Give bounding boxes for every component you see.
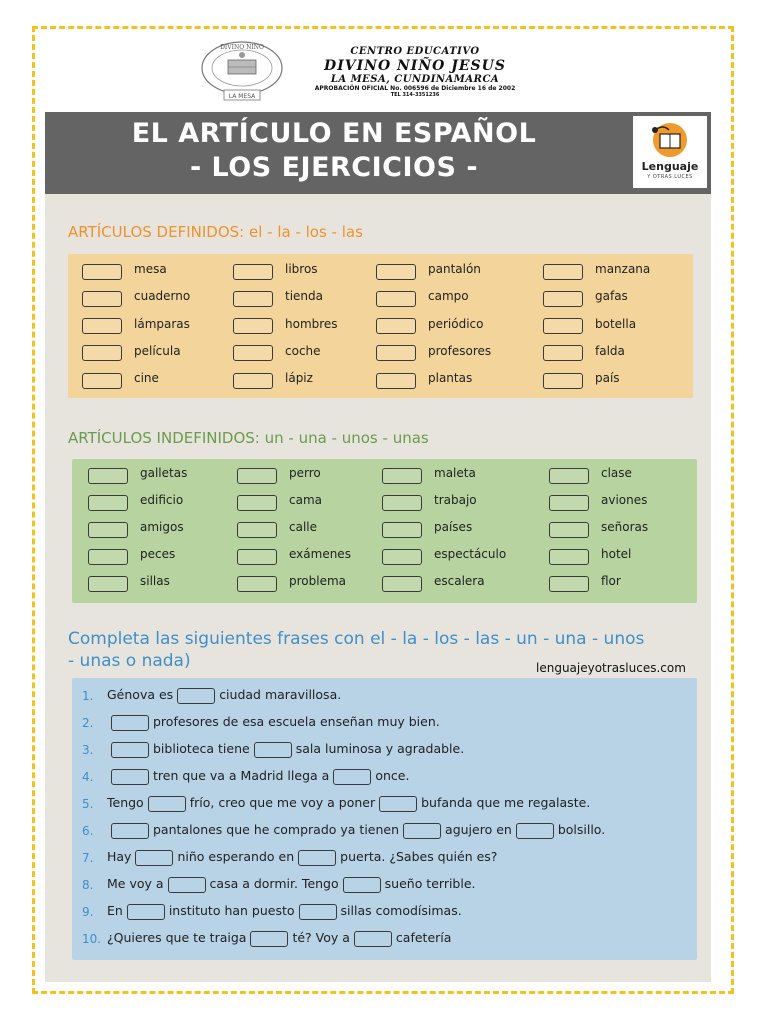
word-label: mesa [134,262,167,276]
word-item [549,546,632,566]
word-label: libros [285,262,318,276]
word-item [549,492,648,512]
word-item [382,492,477,512]
sentence-text: ciudad maravillosa. [219,687,342,702]
answer-blank[interactable] [237,576,277,592]
answer-blank[interactable] [382,468,422,484]
word-label: amigos [140,520,184,534]
word-label: calle [289,520,318,534]
word-label: manzana [595,262,651,276]
word-label: clase [601,466,632,480]
sentence-text: cafetería [395,930,452,945]
answer-blank[interactable] [543,264,583,280]
word-label: aviones [601,493,648,507]
word-item [376,316,484,336]
sentence-text: biblioteca tiene [153,741,250,756]
word-item [233,288,323,308]
word-item [376,261,481,281]
word-label: hombres [285,316,338,331]
sentence-body [107,768,409,785]
word-label: sillas [140,574,170,588]
sentence-text: ¿Quieres que te traiga [107,930,247,945]
word-item [549,573,621,593]
sentence-text: once. [375,768,410,783]
title-line-2: - LOS EJERCICIOS - [189,152,479,183]
sentence-body [107,930,451,947]
answer-blank[interactable] [135,850,173,866]
word-item [543,288,628,308]
sentence-body [107,687,341,704]
answer-blank[interactable] [549,495,589,511]
word-item [233,343,321,363]
word-item [237,492,322,512]
sentence-number: 5. [82,797,94,811]
answer-blank[interactable] [403,823,441,839]
sentence-text: instituto han puesto [168,903,295,918]
sentence-body [107,741,464,758]
brand-name: Lenguaje [641,160,699,173]
word-item [543,261,651,281]
answer-blank[interactable] [250,931,288,947]
word-label: plantas [428,371,473,386]
word-item [82,343,181,363]
answer-blank[interactable] [254,742,292,758]
title-banner [45,112,711,194]
sentence-text: sueño terrible. [384,876,476,891]
word-item [543,370,620,390]
sentence-body [107,903,462,920]
answer-blank[interactable] [82,318,122,334]
answer-blank[interactable] [237,522,277,538]
word-label: edificio [140,493,184,507]
answer-blank[interactable] [382,522,422,538]
word-item [237,546,351,566]
completa-heading: Completa las siguientes frases con el - la - los - las - un - una - unos - unas o nada) [68,629,645,671]
answer-blank[interactable] [298,850,336,866]
answer-blank[interactable] [376,318,416,334]
school-header [290,46,540,98]
answer-blank[interactable] [233,291,273,307]
answer-blank[interactable] [516,823,554,839]
word-item [88,492,184,512]
sentence-text: bolsillo. [557,822,606,837]
answer-blank[interactable] [237,495,277,511]
word-item [233,261,318,281]
sentence-text: Me voy a [107,876,164,891]
word-item [549,519,649,539]
brand-logo [633,116,707,188]
word-label: señoras [601,520,649,534]
word-item [382,519,473,539]
word-item [376,370,473,390]
word-label: perro [289,466,321,480]
word-label: trabajo [434,493,477,507]
answer-blank[interactable] [354,931,392,947]
answer-blank[interactable] [233,373,273,389]
answer-blank[interactable] [111,823,149,839]
answer-blank[interactable] [111,742,149,758]
school-type: CENTRO EDUCATIVO [350,46,480,57]
sentence-body [107,714,440,731]
answer-blank[interactable] [177,688,215,704]
answer-blank[interactable] [376,264,416,280]
word-label: coche [285,343,321,358]
word-label: país [595,371,620,386]
word-item [233,316,338,336]
sentence-body [107,795,590,812]
word-label: flor [601,574,621,588]
answer-blank[interactable] [111,715,149,731]
word-label: gafas [595,289,628,304]
sentence-text: frío, creo que me voy a poner [189,795,376,810]
sentence-number: 10. [82,932,102,946]
sentence-text: Tengo [107,795,144,810]
word-item [233,370,313,390]
word-label: exámenes [289,547,351,561]
answer-blank[interactable] [168,877,206,893]
word-item [88,573,170,593]
word-item [82,316,190,336]
answer-blank[interactable] [376,373,416,389]
sentence-body [107,822,605,839]
word-label: periódico [428,316,484,331]
word-item [88,546,176,566]
svg-text:DIVINO NIÑO: DIVINO NIÑO [220,44,264,51]
word-item [237,519,318,539]
answer-blank[interactable] [82,264,122,280]
answer-blank[interactable] [111,769,149,785]
sentence-body [107,876,476,893]
school-approval: APROBACIÓN OFICIAL No. 006596 de Diciembre 16 de 2002 [314,85,516,92]
answer-blank[interactable] [549,522,589,538]
word-item [549,465,632,485]
answer-blank[interactable] [382,495,422,511]
word-item [382,546,507,566]
lightbulb-book-icon [633,116,707,160]
sentence-text: sala luminosa y agradable. [295,741,465,756]
word-label: lápiz [285,371,313,386]
sentence-text: sillas comodísimas. [340,903,462,918]
answer-blank[interactable] [88,468,128,484]
sentence-text: agujero en [445,822,512,837]
answer-blank[interactable] [382,576,422,592]
word-item [88,465,188,485]
sentence-number: 8. [82,878,94,892]
word-item [543,343,625,363]
school-seal [198,40,286,102]
answer-blank[interactable] [333,769,371,785]
answer-blank[interactable] [549,576,589,592]
word-label: espectáculo [434,547,507,561]
word-item [543,316,637,336]
answer-blank[interactable] [543,318,583,334]
word-label: escalera [434,574,485,588]
word-item [82,261,167,281]
answer-blank[interactable] [543,345,583,361]
answer-blank[interactable] [237,549,277,565]
answer-blank[interactable] [82,345,122,361]
word-label: botella [595,316,637,331]
answer-blank[interactable] [382,549,422,565]
sentence-text: casa a dormir. Tengo [209,876,339,891]
answer-blank[interactable] [376,345,416,361]
word-label: galletas [140,466,188,480]
school-phone: TEL 314-3351236 [390,92,440,98]
sentence-text: En [107,903,123,918]
answer-blank[interactable] [549,549,589,565]
school-name: DIVINO NIÑO JESUS [324,58,506,74]
sentence-text: Hay [107,849,132,864]
answer-blank[interactable] [82,373,122,389]
definidos-heading: ARTÍCULOS DEFINIDOS: el - la - los - las [68,223,363,241]
word-item [237,573,347,593]
sentence-number: 7. [82,851,94,865]
answer-blank[interactable] [233,345,273,361]
sentence-text: Génova es [107,687,174,702]
word-label: cuaderno [134,289,191,304]
answer-blank[interactable] [88,549,128,565]
answer-blank[interactable] [549,468,589,484]
website-url: lenguajeyotrasluces.com [536,661,686,675]
word-label: pantalón [428,262,481,276]
word-item [382,465,476,485]
answer-blank[interactable] [88,576,128,592]
word-label: cine [134,371,159,386]
word-label: profesores [428,343,492,358]
answer-blank[interactable] [343,877,381,893]
word-item [376,343,492,363]
word-item [82,288,191,308]
word-label: falda [595,343,625,358]
word-label: maleta [434,466,476,480]
word-label: lámparas [134,316,190,331]
answer-blank[interactable] [233,264,273,280]
answer-blank[interactable] [379,796,417,812]
sentence-number: 1. [82,689,94,703]
sentence-text: niño esperando en [177,849,295,864]
school-location: LA MESA, CUNDINAMARCA [330,74,500,85]
sentence-number: 4. [82,770,94,784]
word-label: países [434,520,473,534]
sentence-text: pantalones que he comprado ya tienen [153,822,400,837]
sentence-number: 9. [82,905,94,919]
word-item [82,370,159,390]
answer-blank[interactable] [88,522,128,538]
sentence-body [107,849,497,866]
answer-blank[interactable] [127,904,165,920]
sentence-text: bufanda que me regalaste. [421,795,591,810]
word-item [237,465,321,485]
answer-blank[interactable] [376,291,416,307]
answer-blank[interactable] [237,468,277,484]
word-label: cama [289,493,322,507]
sentence-number: 3. [82,743,94,757]
answer-blank[interactable] [543,291,583,307]
sentence-text: profesores de esa escuela enseñan muy bien. [153,714,440,729]
answer-blank[interactable] [148,796,186,812]
sentence-text: puerta. ¿Sabes quién es? [340,849,498,864]
word-label: peces [140,547,176,561]
answer-blank[interactable] [88,495,128,511]
word-item [382,573,485,593]
brand-subtitle: Y OTRAS LUCES [647,174,693,180]
answer-blank[interactable] [233,318,273,334]
sentence-number: 2. [82,716,94,730]
sentence-text: tren que va a Madrid llega a [153,768,330,783]
sentence-text: té? Voy a [292,930,350,945]
word-label: película [134,343,181,358]
word-label: tienda [285,289,323,304]
sentence-number: 6. [82,824,94,838]
title-line-1: EL ARTÍCULO EN ESPAÑOL [131,118,537,149]
word-label: problema [289,574,347,588]
word-label: hotel [601,547,632,561]
word-label: campo [428,289,469,304]
answer-blank[interactable] [82,291,122,307]
indefinidos-heading: ARTÍCULOS INDEFINIDOS: un - una - unos - unas [68,429,429,447]
answer-blank[interactable] [543,373,583,389]
word-item [376,288,469,308]
svg-text:LA MESA: LA MESA [228,93,256,100]
answer-blank[interactable] [299,904,337,920]
word-item [88,519,184,539]
